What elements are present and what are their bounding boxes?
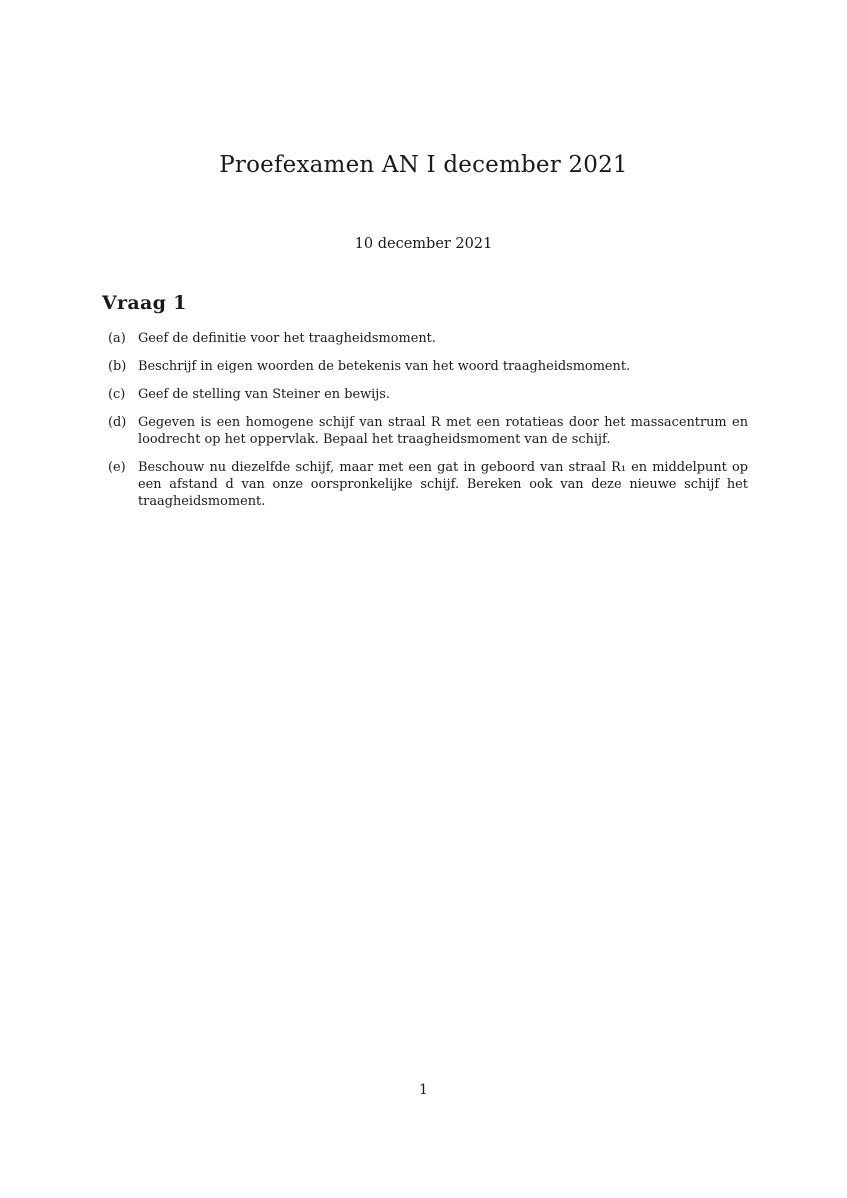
question-marker: (d) [108,415,127,430]
document-date: 10 december 2021 [354,236,493,252]
question-marker: (a) [108,331,126,346]
question-text: Beschrijf in eigen woorden de betekenis van het woord traagheidsmoment. [138,359,631,374]
question-text: Gegeven is een homogene schijf van straal R met een rotatieas door het massacentrum en loodrecht op het oppervlak. Bepaal het traagheidsmoment van de schijf. [138,415,748,447]
page-number: 1 [419,1082,428,1098]
question-list [108,330,748,521]
question-marker: (e) [108,460,126,475]
question-item-d [108,414,748,448]
document-title: Proefexamen AN I december 2021 [219,152,628,178]
question-marker: (b) [108,359,127,374]
question-item-c [108,386,748,403]
question-item-a [108,330,748,347]
question-text: Beschouw nu diezelfde schijf, maar met een gat in geboord van straal R₁ en middelpunt op een afstand d van onze oorspronkelijke schijf. Bereken ook van deze nieuwe schijf het traagheidsmoment. [138,460,748,509]
question-text: Geef de definitie voor het traagheidsmoment. [138,331,436,346]
question-item-b [108,358,748,375]
question-marker: (c) [108,387,126,402]
section-heading: Vraag 1 [102,292,187,314]
question-item-e [108,459,748,510]
question-text: Geef de stelling van Steiner en bewijs. [138,387,390,402]
